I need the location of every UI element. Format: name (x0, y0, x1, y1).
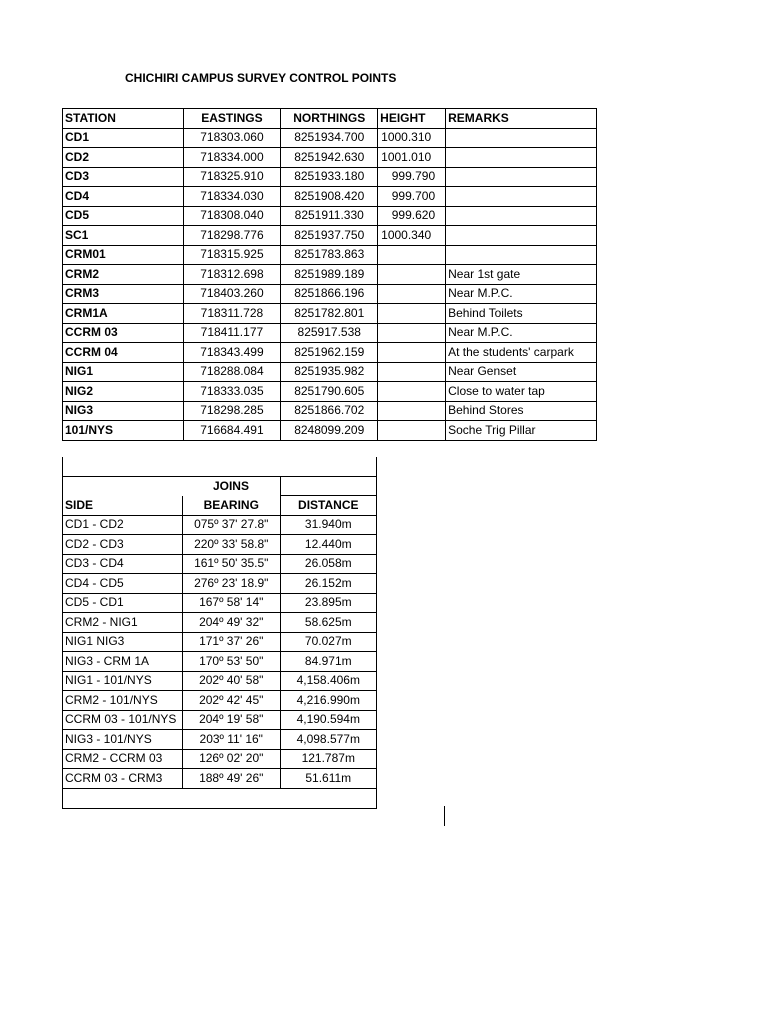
side-cell: CD2 - CD3 (63, 535, 183, 555)
table-row (63, 148, 597, 168)
distance-cell: 70.027m (280, 632, 376, 652)
table-row (63, 749, 377, 769)
height-cell: 1000.310 (378, 128, 446, 148)
remarks-cell (446, 245, 597, 265)
northings-cell: 8251935.982 (281, 362, 378, 382)
eastings-cell: 718403.260 (183, 284, 281, 304)
northings-cell: 8251934.700 (281, 128, 378, 148)
bearing-cell: 202º 40' 58" (182, 671, 280, 691)
bearing-cell: 220º 33' 58.8" (182, 535, 280, 555)
distance-cell: 84.971m (280, 652, 376, 672)
remarks-cell: Near 1st gate (446, 265, 597, 285)
header-remarks: REMARKS (446, 109, 597, 129)
table-row (63, 613, 377, 633)
distance-cell: 26.058m (280, 554, 376, 574)
height-cell (378, 323, 446, 343)
side-cell: NIG3 - CRM 1A (63, 652, 183, 672)
remarks-cell (446, 206, 597, 226)
northings-cell: 8251962.159 (281, 343, 378, 363)
northings-cell: 8251866.702 (281, 401, 378, 421)
distance-cell: 4,190.594m (280, 710, 376, 730)
bearing-cell: 126º 02' 20" (182, 749, 280, 769)
height-cell: 1001.010 (378, 148, 446, 168)
eastings-cell: 718298.285 (183, 401, 281, 421)
station-cell: CRM2 (63, 265, 184, 285)
northings-cell: 8251942.630 (281, 148, 378, 168)
text-cursor (444, 806, 445, 826)
remarks-cell (446, 187, 597, 207)
distance-cell: 58.625m (280, 613, 376, 633)
side-cell: NIG1 NIG3 (63, 632, 183, 652)
table-row (63, 128, 597, 148)
table-row (63, 265, 597, 285)
table-row (63, 730, 377, 750)
bearing-cell: 075º 37' 27.8" (182, 515, 280, 535)
height-cell (378, 265, 446, 285)
distance-cell: 4,216.990m (280, 691, 376, 711)
station-cell: CRM01 (63, 245, 184, 265)
table-row (63, 187, 597, 207)
side-cell: CRM2 - NIG1 (63, 613, 183, 633)
eastings-cell: 718315.925 (183, 245, 281, 265)
eastings-cell: 718308.040 (183, 206, 281, 226)
height-cell (378, 382, 446, 402)
eastings-cell: 718298.776 (183, 226, 281, 246)
eastings-cell: 718343.499 (183, 343, 281, 363)
joins-empty-row (63, 788, 377, 808)
table-row (63, 593, 377, 613)
station-cell: NIG3 (63, 401, 184, 421)
table-row (63, 362, 597, 382)
joins-table (62, 457, 377, 809)
remarks-cell (446, 226, 597, 246)
height-cell: 1000.340 (378, 226, 446, 246)
remarks-cell (446, 128, 597, 148)
height-cell (378, 343, 446, 363)
height-cell (378, 362, 446, 382)
side-cell: CD1 - CD2 (63, 515, 183, 535)
side-cell: NIG3 - 101/NYS (63, 730, 183, 750)
table-row (63, 574, 377, 594)
table-row (63, 710, 377, 730)
northings-cell: 8251937.750 (281, 226, 378, 246)
table-row (63, 401, 597, 421)
station-cell: CCRM 03 (63, 323, 184, 343)
bearing-cell: 202º 42' 45" (182, 691, 280, 711)
remarks-cell: Behind Stores (446, 401, 597, 421)
remarks-cell: Near M.P.C. (446, 284, 597, 304)
bearing-cell: 188º 49' 26" (182, 769, 280, 789)
station-cell: CD2 (63, 148, 184, 168)
remarks-cell (446, 148, 597, 168)
height-cell (378, 421, 446, 441)
station-cell: CRM1A (63, 304, 184, 324)
height-cell (378, 401, 446, 421)
eastings-cell: 718311.728 (183, 304, 281, 324)
eastings-cell: 718303.060 (183, 128, 281, 148)
station-cell: CD1 (63, 128, 184, 148)
height-cell: 999.790 (378, 167, 446, 187)
distance-cell: 121.787m (280, 749, 376, 769)
eastings-cell: 718334.000 (183, 148, 281, 168)
side-cell: CD4 - CD5 (63, 574, 183, 594)
side-cell: CRM2 - 101/NYS (63, 691, 183, 711)
joins-header-row (63, 496, 377, 516)
bearing-cell: 204º 49' 32" (182, 613, 280, 633)
remarks-cell: Close to water tap (446, 382, 597, 402)
height-cell (378, 245, 446, 265)
table-row (63, 421, 597, 441)
height-cell (378, 304, 446, 324)
survey-control-points-table (62, 108, 597, 441)
bearing-cell: 276º 23' 18.9" (182, 574, 280, 594)
station-cell: CCRM 04 (63, 343, 184, 363)
bearing-cell: 167º 58' 14" (182, 593, 280, 613)
table-row (63, 671, 377, 691)
side-cell: CCRM 03 - 101/NYS (63, 710, 183, 730)
side-cell: CRM2 - CCRM 03 (63, 749, 183, 769)
header-northings: NORTHINGS (281, 109, 378, 129)
distance-cell: 4,158.406m (280, 671, 376, 691)
joins-spacer-row (63, 457, 377, 476)
northings-cell: 8251933.180 (281, 167, 378, 187)
height-cell (378, 284, 446, 304)
side-cell: CD3 - CD4 (63, 554, 183, 574)
station-cell: CD5 (63, 206, 184, 226)
joins-title-row (63, 476, 377, 496)
eastings-cell: 718411.177 (183, 323, 281, 343)
remarks-cell: Near M.P.C. (446, 323, 597, 343)
header-height: HEIGHT (378, 109, 446, 129)
distance-cell: 31.940m (280, 515, 376, 535)
northings-cell: 8251989.189 (281, 265, 378, 285)
station-cell: NIG1 (63, 362, 184, 382)
side-cell: NIG1 - 101/NYS (63, 671, 183, 691)
remarks-cell: Behind Toilets (446, 304, 597, 324)
distance-cell: 23.895m (280, 593, 376, 613)
remarks-cell: At the students' carpark (446, 343, 597, 363)
station-cell: CRM3 (63, 284, 184, 304)
table-row (63, 632, 377, 652)
station-cell: SC1 (63, 226, 184, 246)
northings-cell: 8251911.330 (281, 206, 378, 226)
station-cell: CD4 (63, 187, 184, 207)
northings-cell: 8251783.863 (281, 245, 378, 265)
joins-title: JOINS (182, 476, 280, 496)
header-bearing: BEARING (182, 496, 280, 516)
table-row (63, 554, 377, 574)
remarks-cell: Near Genset (446, 362, 597, 382)
table-row (63, 284, 597, 304)
northings-cell: 8251790.605 (281, 382, 378, 402)
station-cell: 101/NYS (63, 421, 184, 441)
table-row (63, 304, 597, 324)
eastings-cell: 718325.910 (183, 167, 281, 187)
header-station: STATION (63, 109, 184, 129)
distance-cell: 51.611m (280, 769, 376, 789)
station-cell: CD3 (63, 167, 184, 187)
header-side: SIDE (63, 496, 183, 516)
northings-cell: 8251782.801 (281, 304, 378, 324)
eastings-cell: 718312.698 (183, 265, 281, 285)
table-row (63, 343, 597, 363)
table-row (63, 226, 597, 246)
bearing-cell: 171º 37' 26" (182, 632, 280, 652)
table-row (63, 535, 377, 555)
distance-cell: 26.152m (280, 574, 376, 594)
northings-cell: 8251866.196 (281, 284, 378, 304)
header-distance: DISTANCE (280, 496, 376, 516)
northings-cell: 825917.538 (281, 323, 378, 343)
eastings-cell: 718334.030 (183, 187, 281, 207)
table-row (63, 167, 597, 187)
table-row (63, 206, 597, 226)
table-header-row (63, 109, 597, 129)
table-row (63, 691, 377, 711)
table-row (63, 323, 597, 343)
distance-cell: 12.440m (280, 535, 376, 555)
table-row (63, 245, 597, 265)
eastings-cell: 718288.084 (183, 362, 281, 382)
side-cell: CD5 - CD1 (63, 593, 183, 613)
height-cell: 999.700 (378, 187, 446, 207)
table-row (63, 515, 377, 535)
document-title: CHICHIRI CAMPUS SURVEY CONTROL POINTS (125, 71, 397, 85)
northings-cell: 8248099.209 (281, 421, 378, 441)
table-row (63, 769, 377, 789)
remarks-cell: Soche Trig Pillar (446, 421, 597, 441)
eastings-cell: 716684.491 (183, 421, 281, 441)
header-eastings: EASTINGS (183, 109, 281, 129)
table-row (63, 382, 597, 402)
bearing-cell: 203º 11' 16" (182, 730, 280, 750)
remarks-cell (446, 167, 597, 187)
northings-cell: 8251908.420 (281, 187, 378, 207)
station-cell: NIG2 (63, 382, 184, 402)
side-cell: CCRM 03 - CRM3 (63, 769, 183, 789)
eastings-cell: 718333.035 (183, 382, 281, 402)
height-cell: 999.620 (378, 206, 446, 226)
bearing-cell: 170º 53' 50" (182, 652, 280, 672)
table-row (63, 652, 377, 672)
bearing-cell: 204º 19' 58" (182, 710, 280, 730)
bearing-cell: 161º 50' 35.5" (182, 554, 280, 574)
distance-cell: 4,098.577m (280, 730, 376, 750)
